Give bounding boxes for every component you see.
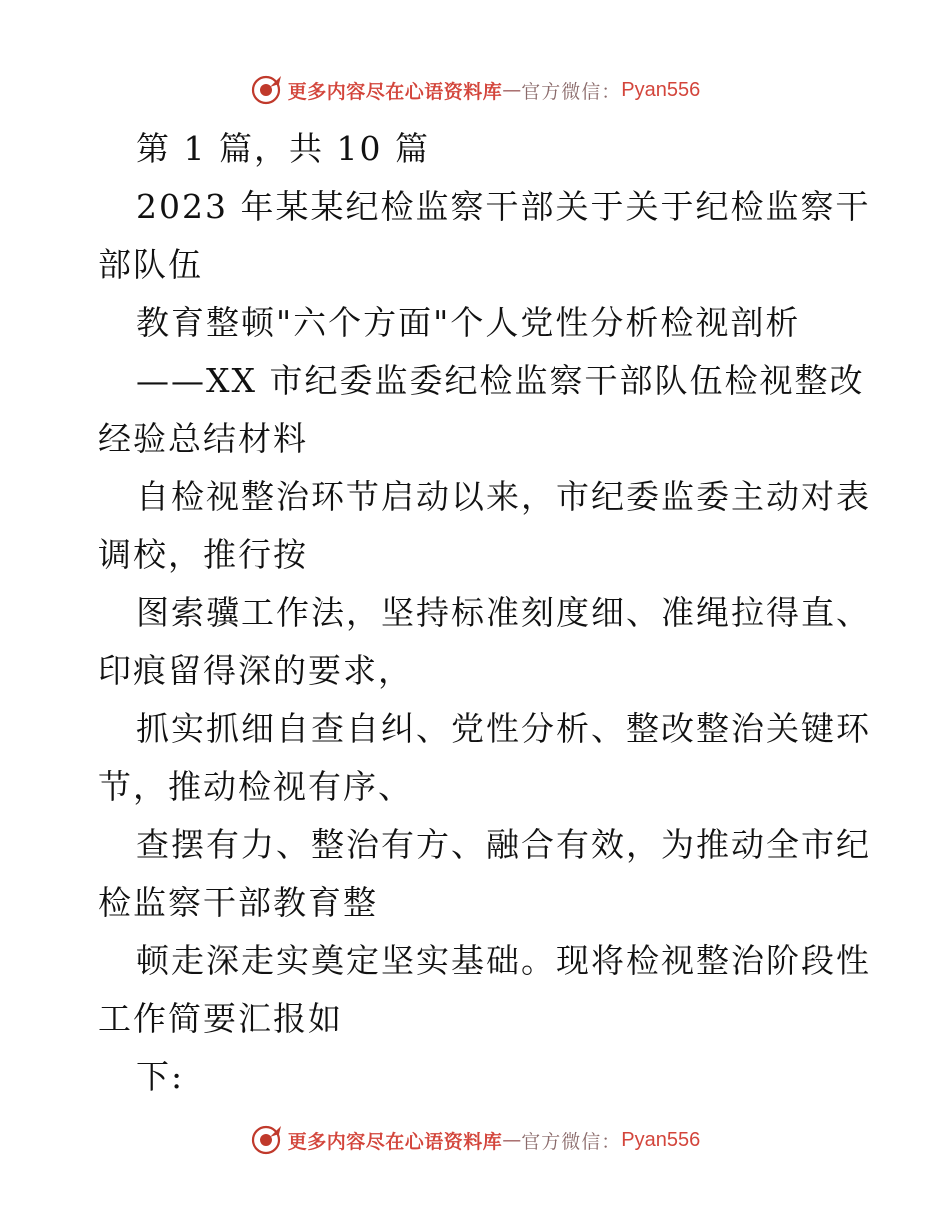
- watermark-wechat-id: Pyan556: [621, 78, 701, 101]
- watermark-wechat-label: 官方微信：: [521, 80, 622, 103]
- text-line: 工作简要汇报如: [98, 999, 343, 1038]
- text-line: 调校，推行按: [98, 535, 308, 574]
- text-line: 印痕留得深的要求，: [98, 651, 413, 690]
- watermark-wechat-id: Pyan556: [621, 1128, 701, 1151]
- text-line: 教育整顿"六个方面"个人党性分析检视剖析: [136, 303, 801, 342]
- text-line: 下:: [136, 1057, 185, 1096]
- text-line: 图索骥工作法，坚持标准刻度细、准绳拉得直、: [136, 593, 871, 632]
- text-line: 顿走深走实奠定坚实基础。现将检视整治阶段性: [136, 941, 871, 980]
- text-line: 抓实抓细自查自纠、党性分析、整改整治关键环: [136, 709, 871, 748]
- watermark-separator: —: [502, 79, 522, 101]
- text-line: 经验总结材料: [98, 419, 308, 458]
- watermark-banner-bottom: [0, 1118, 950, 1162]
- text-line: 节，推动检视有序、: [98, 767, 413, 806]
- text-line: 部队伍: [98, 245, 203, 284]
- watermark-banner-top: [0, 68, 950, 112]
- watermark-wechat-label: 官方微信：: [521, 1130, 622, 1153]
- document-lines: [98, 178, 871, 1106]
- quill-logo-icon: [250, 73, 284, 107]
- watermark-site-text: 更多内容尽在心语资料库: [287, 80, 503, 103]
- text-line: 2023 年某某纪检监察干部关于关于纪检监察干: [136, 187, 871, 226]
- text-line: ——XX 市纪委监委纪检监察干部队伍检视整改: [136, 361, 865, 400]
- watermark-site-text: 更多内容尽在心语资料库: [287, 1130, 503, 1153]
- watermark-separator: —: [502, 1129, 522, 1151]
- text-line: 查摆有力、整治有方、融合有效，为推动全市纪: [136, 825, 871, 864]
- text-line: 检监察干部教育整: [98, 883, 378, 922]
- document-body: [98, 120, 871, 1106]
- text-line: 自检视整治环节启动以来，市纪委监委主动对表: [136, 477, 871, 516]
- page-info: 第 1 篇，共 10 篇: [136, 129, 430, 168]
- quill-logo-icon: [250, 1123, 284, 1157]
